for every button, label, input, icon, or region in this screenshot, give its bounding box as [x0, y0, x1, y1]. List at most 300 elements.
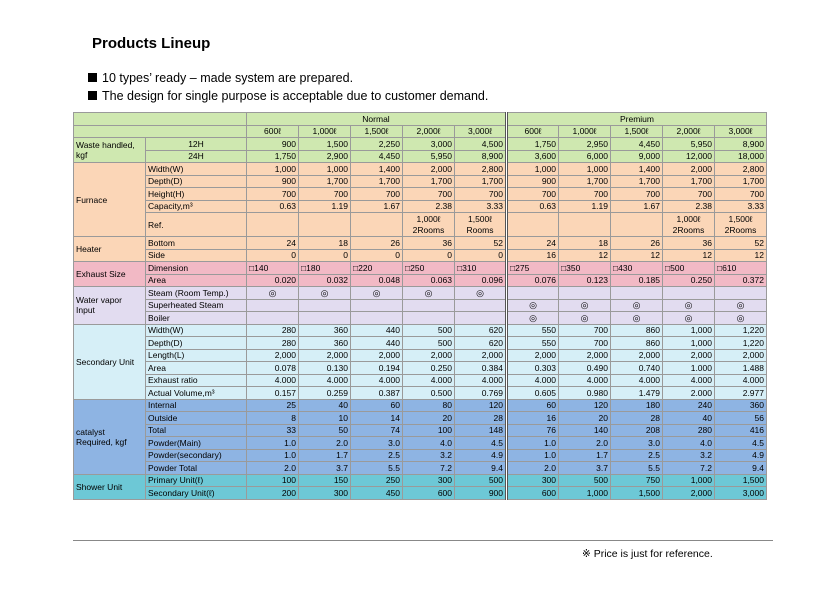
- table-cell: 4.9: [715, 449, 767, 462]
- table-cell: 28: [455, 412, 507, 425]
- table-cell: 200: [247, 487, 299, 500]
- table-cell: 700: [507, 188, 559, 201]
- row-label: Area: [146, 362, 247, 375]
- table-cell: 700: [559, 324, 611, 337]
- header-blank-cell: [74, 125, 247, 138]
- capacity-header-cell: 600ℓ: [247, 125, 299, 138]
- table-cell: 20: [559, 412, 611, 425]
- header-blank-cell: [74, 113, 247, 126]
- row-label: Height(H): [146, 188, 247, 201]
- table-cell: ◎: [455, 287, 507, 300]
- row-label: Powder(Main): [146, 437, 247, 450]
- table-cell: 0.185: [611, 274, 663, 287]
- capacity-header-cell: 2,000ℓ: [403, 125, 455, 138]
- table-cell: 12: [611, 249, 663, 262]
- table-cell: 9,000: [611, 150, 663, 163]
- table-cell: 4.000: [455, 374, 507, 387]
- table-cell: [715, 287, 767, 300]
- section-label: Water vapor Input: [74, 287, 146, 325]
- table-cell: 360: [299, 324, 351, 337]
- table-cell: [559, 287, 611, 300]
- table-cell: ◎: [559, 312, 611, 325]
- table-cell: 600: [403, 487, 455, 500]
- table-cell: ◎: [611, 299, 663, 312]
- row-label: Superheated Steam: [146, 299, 247, 312]
- table-cell: 2,800: [715, 163, 767, 176]
- table-cell: 2,000: [403, 349, 455, 362]
- row-label: Capacity,m³: [146, 200, 247, 213]
- table-cell: 600: [507, 487, 559, 500]
- table-cell: □220: [351, 262, 403, 275]
- table-row: [74, 200, 767, 213]
- table-cell: □140: [247, 262, 299, 275]
- table-cell: 3.0: [611, 437, 663, 450]
- table-cell: 1,000: [663, 474, 715, 487]
- table-cell: 2,000: [455, 349, 507, 362]
- table-cell: 3.0: [351, 437, 403, 450]
- table-cell: 14: [351, 412, 403, 425]
- table-cell: [455, 312, 507, 325]
- table-cell: [299, 312, 351, 325]
- table-cell: 0: [351, 249, 403, 262]
- table-cell: 300: [403, 474, 455, 487]
- table-cell: 100: [247, 474, 299, 487]
- table-row: [74, 188, 767, 201]
- row-label: Secondary Unit(ℓ): [146, 487, 247, 500]
- table-cell: 750: [611, 474, 663, 487]
- table-cell: 1.488: [715, 362, 767, 375]
- table-row: [74, 487, 767, 500]
- table-row: [74, 175, 767, 188]
- bullet-item: [88, 71, 353, 85]
- table-cell: ◎: [507, 312, 559, 325]
- table-cell: 0.078: [247, 362, 299, 375]
- table-cell: 3.2: [663, 449, 715, 462]
- table-cell: 700: [403, 188, 455, 201]
- page-title: Products Lineup: [92, 35, 211, 52]
- table-cell: 2.5: [611, 449, 663, 462]
- table-cell: 1.0: [247, 449, 299, 462]
- table-cell: 5,950: [663, 138, 715, 151]
- table-row: [74, 287, 767, 300]
- table-cell: 140: [559, 424, 611, 437]
- table-cell: 50: [299, 424, 351, 437]
- row-label: Ref.: [146, 213, 247, 237]
- table-cell: ◎: [663, 312, 715, 325]
- table-cell: 416: [715, 424, 767, 437]
- table-cell: 500: [403, 337, 455, 350]
- table-cell: 360: [715, 399, 767, 412]
- table-cell: 0.259: [299, 387, 351, 400]
- capacity-header-cell: 1,000ℓ: [299, 125, 351, 138]
- table-cell: 1,000: [559, 487, 611, 500]
- table-cell: [611, 213, 663, 237]
- table-cell: 4.000: [351, 374, 403, 387]
- row-label: Depth(D): [146, 175, 247, 188]
- row-label: Side: [146, 249, 247, 262]
- table-cell: 1.19: [299, 200, 351, 213]
- table-cell: [663, 287, 715, 300]
- table-cell: 700: [455, 188, 507, 201]
- table-cell: 1.67: [351, 200, 403, 213]
- table-cell: 16: [507, 249, 559, 262]
- table-cell: 5.5: [611, 462, 663, 475]
- table-cell: 3.33: [455, 200, 507, 213]
- table-cell: 9.4: [455, 462, 507, 475]
- table-cell: 0.063: [403, 274, 455, 287]
- table-cell: 60: [351, 399, 403, 412]
- table-cell: 12: [663, 249, 715, 262]
- table-cell: 0.980: [559, 387, 611, 400]
- table-cell: 700: [611, 188, 663, 201]
- table-cell: [611, 287, 663, 300]
- table-cell: 3.7: [299, 462, 351, 475]
- table-cell: 10: [299, 412, 351, 425]
- table-cell: 0.490: [559, 362, 611, 375]
- table-cell: [247, 213, 299, 237]
- row-label: Internal: [146, 399, 247, 412]
- table-cell: ◎: [715, 312, 767, 325]
- table-cell: ◎: [663, 299, 715, 312]
- row-label: Powder(secondary): [146, 449, 247, 462]
- table-cell: □275: [507, 262, 559, 275]
- table-cell: 0: [455, 249, 507, 262]
- table-cell: 0.63: [507, 200, 559, 213]
- table-cell: 180: [611, 399, 663, 412]
- table-cell: 860: [611, 324, 663, 337]
- table-cell: ◎: [507, 299, 559, 312]
- table-cell: 900: [247, 138, 299, 151]
- table-cell: 0: [299, 249, 351, 262]
- table-cell: 700: [663, 188, 715, 201]
- table-cell: 80: [403, 399, 455, 412]
- table-cell: 1.0: [507, 437, 559, 450]
- table-cell: 2,000: [299, 349, 351, 362]
- table-cell: 2,000: [559, 349, 611, 362]
- table-cell: □610: [715, 262, 767, 275]
- bullet-text: The design for single purpose is acceptable due to customer demand.: [102, 89, 489, 103]
- table-cell: 1,400: [611, 163, 663, 176]
- table-cell: □310: [455, 262, 507, 275]
- table-row: [74, 474, 767, 487]
- row-label: Actual Volume,m³: [146, 387, 247, 400]
- table-cell: 700: [299, 188, 351, 201]
- table-cell: 2,000: [663, 163, 715, 176]
- table-cell: 2.0: [299, 437, 351, 450]
- table-cell: 0: [403, 249, 455, 262]
- table-cell: ◎: [299, 287, 351, 300]
- table-cell: 2,000: [663, 487, 715, 500]
- table-cell: ◎: [611, 312, 663, 325]
- table-cell: 6,000: [559, 150, 611, 163]
- table-row: [74, 437, 767, 450]
- row-label: Width(W): [146, 163, 247, 176]
- table-cell: 900: [455, 487, 507, 500]
- table-cell: 0.130: [299, 362, 351, 375]
- table-cell: 1,000: [247, 163, 299, 176]
- table-cell: 1.479: [611, 387, 663, 400]
- table-cell: 2,250: [351, 138, 403, 151]
- table-cell: 300: [507, 474, 559, 487]
- table-cell: 1,400: [351, 163, 403, 176]
- table-cell: 2.0: [507, 462, 559, 475]
- table-cell: 2,000: [403, 163, 455, 176]
- table-cell: ◎: [247, 287, 299, 300]
- table-cell: 0.303: [507, 362, 559, 375]
- table-cell: 76: [507, 424, 559, 437]
- table-cell: 3.7: [559, 462, 611, 475]
- table-cell: 150: [299, 474, 351, 487]
- table-cell: 280: [247, 324, 299, 337]
- table-cell: 2,900: [299, 150, 351, 163]
- products-lineup-table: [73, 112, 767, 500]
- row-label: Boiler: [146, 312, 247, 325]
- section-label: Secondary Unit: [74, 324, 146, 399]
- table-row: [74, 163, 767, 176]
- table-cell: 1,700: [299, 175, 351, 188]
- capacity-header-cell: 1,500ℓ: [351, 125, 403, 138]
- table-cell: 2,950: [559, 138, 611, 151]
- row-label: Primary Unit(ℓ): [146, 474, 247, 487]
- table-cell: 700: [559, 188, 611, 201]
- table-cell: 0.250: [663, 274, 715, 287]
- table-row: [74, 399, 767, 412]
- table-cell: 500: [403, 324, 455, 337]
- table-cell: □500: [663, 262, 715, 275]
- table-cell: 4.0: [663, 437, 715, 450]
- table-cell: 4.000: [403, 374, 455, 387]
- table-cell: ◎: [403, 287, 455, 300]
- capacity-header-cell: 2,000ℓ: [663, 125, 715, 138]
- table-row: [74, 349, 767, 362]
- table-cell: 18: [299, 237, 351, 250]
- table-cell: 0.500: [403, 387, 455, 400]
- table-cell: 18: [559, 237, 611, 250]
- row-label: 24H: [146, 150, 247, 163]
- table-cell: 0.157: [247, 387, 299, 400]
- table-cell: 4,450: [351, 150, 403, 163]
- section-label: Furnace: [74, 163, 146, 237]
- table-cell: 700: [559, 337, 611, 350]
- table-cell: 240: [663, 399, 715, 412]
- table-cell: 1,500: [715, 474, 767, 487]
- table-cell: 620: [455, 337, 507, 350]
- table-cell: 2.977: [715, 387, 767, 400]
- table-cell: 2,000: [715, 349, 767, 362]
- section-label: catalyst Required, kgf: [74, 399, 146, 474]
- table-cell: 1.000: [663, 362, 715, 375]
- table-row: [74, 249, 767, 262]
- table-cell: 7.2: [403, 462, 455, 475]
- table-cell: 1,500ℓ 2Rooms: [715, 213, 767, 237]
- table-cell: 4.9: [455, 449, 507, 462]
- capacity-header-cell: 1,500ℓ: [611, 125, 663, 138]
- table-row: [74, 138, 767, 151]
- table-cell: 0.096: [455, 274, 507, 287]
- bullet-text: 10 types’ ready – made system are prepared.: [102, 71, 354, 85]
- bottom-divider: [73, 540, 773, 541]
- table-row: [74, 374, 767, 387]
- table-cell: 1,700: [559, 175, 611, 188]
- table-cell: 40: [299, 399, 351, 412]
- table-cell: 2,000: [663, 349, 715, 362]
- table-cell: 450: [351, 487, 403, 500]
- table-cell: 36: [403, 237, 455, 250]
- table-cell: 8: [247, 412, 299, 425]
- table-cell: 12: [559, 249, 611, 262]
- row-label: Outside: [146, 412, 247, 425]
- table-cell: [247, 299, 299, 312]
- table-cell: 4.000: [247, 374, 299, 387]
- table-cell: 4,450: [611, 138, 663, 151]
- table-row: [74, 362, 767, 375]
- price-note: ※ Price is just for reference.: [582, 548, 713, 560]
- table-cell: 1,000: [559, 163, 611, 176]
- table-row: [74, 299, 767, 312]
- table-cell: 4.000: [663, 374, 715, 387]
- table-cell: 52: [715, 237, 767, 250]
- table-cell: ◎: [559, 299, 611, 312]
- table-cell: [351, 213, 403, 237]
- table-cell: 74: [351, 424, 403, 437]
- group-premium-header: Premium: [507, 113, 767, 126]
- table-cell: [351, 312, 403, 325]
- table-cell: 1,700: [611, 175, 663, 188]
- table-cell: □250: [403, 262, 455, 275]
- table-cell: 0.372: [715, 274, 767, 287]
- table-cell: 4,500: [455, 138, 507, 151]
- table-cell: [455, 299, 507, 312]
- table-cell: 4.5: [715, 437, 767, 450]
- table-cell: 24: [507, 237, 559, 250]
- table-cell: 1.0: [507, 449, 559, 462]
- table-cell: 60: [507, 399, 559, 412]
- row-label: Length(L): [146, 349, 247, 362]
- table-cell: 2.38: [663, 200, 715, 213]
- table-cell: 0.384: [455, 362, 507, 375]
- table-cell: 250: [351, 474, 403, 487]
- table-cell: 4.000: [299, 374, 351, 387]
- table-cell: 360: [299, 337, 351, 350]
- row-label: Width(W): [146, 324, 247, 337]
- table-row: [74, 237, 767, 250]
- table-cell: 900: [507, 175, 559, 188]
- table-cell: 2.0: [559, 437, 611, 450]
- table-cell: 0.020: [247, 274, 299, 287]
- table-cell: 550: [507, 337, 559, 350]
- table-cell: 300: [299, 487, 351, 500]
- table-cell: 1,000: [507, 163, 559, 176]
- table-cell: □180: [299, 262, 351, 275]
- table-cell: 3.2: [403, 449, 455, 462]
- table-cell: 0.740: [611, 362, 663, 375]
- table-cell: 24: [247, 237, 299, 250]
- table-cell: ◎: [351, 287, 403, 300]
- table-cell: 280: [663, 424, 715, 437]
- table-cell: 120: [455, 399, 507, 412]
- table-cell: 0.769: [455, 387, 507, 400]
- table-cell: 12: [715, 249, 767, 262]
- table-cell: 1,220: [715, 324, 767, 337]
- table-row: [74, 449, 767, 462]
- table-cell: 0.605: [507, 387, 559, 400]
- table-cell: 1.19: [559, 200, 611, 213]
- table-cell: 3,600: [507, 150, 559, 163]
- table-cell: 36: [663, 237, 715, 250]
- table-cell: [507, 213, 559, 237]
- table-row: [74, 387, 767, 400]
- table-cell: [351, 299, 403, 312]
- table-cell: 1.67: [611, 200, 663, 213]
- table-cell: 0.032: [299, 274, 351, 287]
- table-row: [74, 312, 767, 325]
- table-cell: 3,000: [403, 138, 455, 151]
- square-bullet-icon: [88, 91, 97, 100]
- table-cell: ◎: [715, 299, 767, 312]
- row-label: Dimension: [146, 262, 247, 275]
- table-cell: 208: [611, 424, 663, 437]
- table-cell: 26: [611, 237, 663, 250]
- capacity-header-row: [74, 125, 767, 138]
- table-cell: 4.000: [715, 374, 767, 387]
- table-cell: 25: [247, 399, 299, 412]
- table-row: [74, 337, 767, 350]
- section-label: Heater: [74, 237, 146, 262]
- table-cell: 500: [455, 474, 507, 487]
- table-cell: 1,220: [715, 337, 767, 350]
- table-cell: 500: [559, 474, 611, 487]
- table-cell: 0.387: [351, 387, 403, 400]
- table-cell: [247, 312, 299, 325]
- table-cell: 440: [351, 337, 403, 350]
- table-cell: 1,500ℓ Rooms: [455, 213, 507, 237]
- table-cell: 1.0: [247, 437, 299, 450]
- square-bullet-icon: [88, 73, 97, 82]
- table-cell: 2.5: [351, 449, 403, 462]
- bullet-item: [88, 89, 488, 103]
- row-label: Depth(D): [146, 337, 247, 350]
- table-cell: 2,000: [507, 349, 559, 362]
- table-cell: 4.5: [455, 437, 507, 450]
- table-cell: 120: [559, 399, 611, 412]
- table-cell: 56: [715, 412, 767, 425]
- table-cell: 9.4: [715, 462, 767, 475]
- table-cell: 4.000: [507, 374, 559, 387]
- table-cell: 0.048: [351, 274, 403, 287]
- table-cell: [507, 287, 559, 300]
- table-cell: [559, 213, 611, 237]
- capacity-header-cell: 3,000ℓ: [455, 125, 507, 138]
- table-cell: 1,750: [247, 150, 299, 163]
- table-cell: 1.7: [559, 449, 611, 462]
- table-cell: 0.194: [351, 362, 403, 375]
- table-cell: 28: [611, 412, 663, 425]
- table-cell: 2,000: [351, 349, 403, 362]
- group-normal-header: Normal: [247, 113, 507, 126]
- table-cell: 4.000: [611, 374, 663, 387]
- table-cell: 1,700: [351, 175, 403, 188]
- row-label: Powder Total: [146, 462, 247, 475]
- table-cell: 1.7: [299, 449, 351, 462]
- table-cell: [299, 213, 351, 237]
- row-label: Total: [146, 424, 247, 437]
- table-cell: 40: [663, 412, 715, 425]
- table-cell: 620: [455, 324, 507, 337]
- table-cell: 440: [351, 324, 403, 337]
- table-cell: [403, 312, 455, 325]
- table-cell: 2,000: [247, 349, 299, 362]
- table-cell: 4.000: [559, 374, 611, 387]
